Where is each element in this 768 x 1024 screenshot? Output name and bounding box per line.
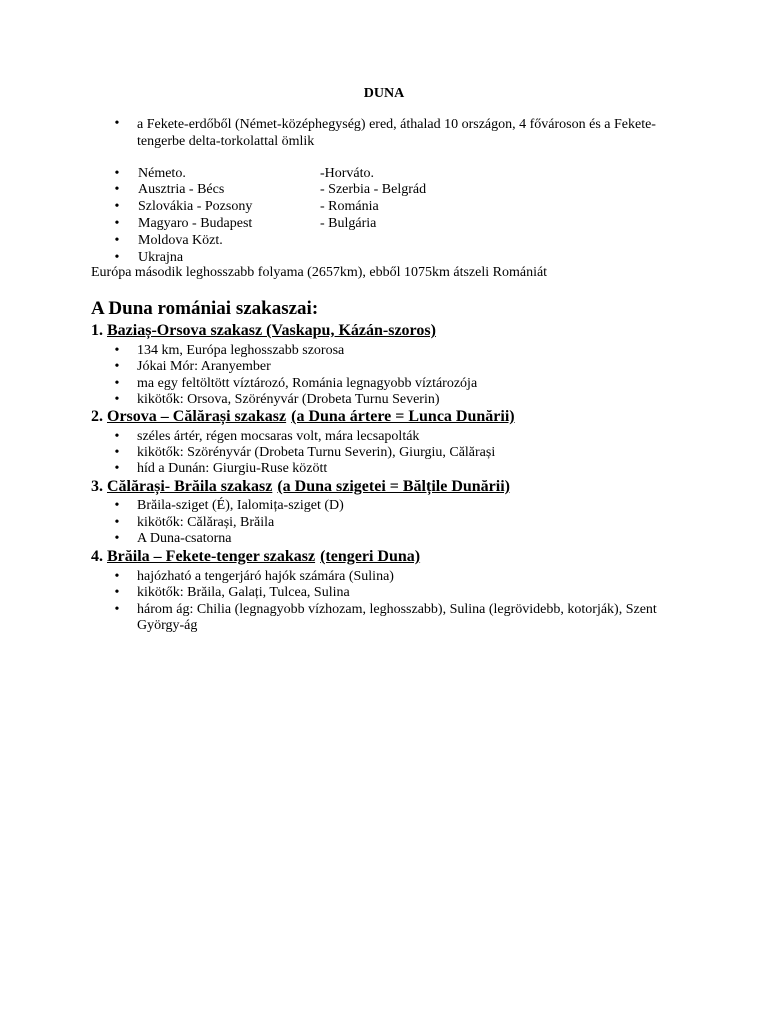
section-2-title: [91, 408, 515, 426]
bullet: •: [114, 498, 120, 513]
country-item: Ukrajna: [138, 250, 184, 265]
bullet: •: [114, 216, 120, 231]
page-title: DUNA: [363, 86, 405, 101]
bullet: •: [114, 166, 120, 181]
bullet: •: [114, 250, 120, 265]
bullet: •: [114, 376, 120, 391]
section-number: 4.: [91, 548, 103, 565]
section-subtitle: (a Duna szigetei = Bălțile Dunării): [277, 478, 510, 495]
list-item: híd a Dunán: Giurgiu-Ruse között: [137, 461, 328, 476]
intro-text: a Fekete-erdőből (Német-középhegység) ered, áthalad 10 országon, 4 fővároson és a Fekete-tengerbe delta-torkolattal ömlik: [137, 117, 656, 149]
bullet: •: [114, 343, 120, 358]
summary-text: Európa második leghosszabb folyama (2657km), ebből 1075km átszeli Romániát: [91, 265, 548, 280]
list-item: kikötők: Orsova, Szörényvár (Drobeta Turnu Severin): [137, 392, 440, 407]
country-item: - Szerbia - Belgrád: [320, 182, 427, 197]
bullet: •: [114, 199, 120, 214]
list-item: Brăila-sziget (É), Ialomița-sziget (D): [137, 498, 344, 513]
section-name: Baziaș-Orsova szakasz (Vaskapu, Kázán-szoros): [107, 322, 436, 339]
country-item: Ausztria - Bécs: [138, 182, 225, 197]
section-number: 3.: [91, 478, 103, 495]
country-item: - Románia: [320, 199, 379, 214]
section-name: Orsova – Călărași szakasz: [107, 408, 287, 425]
bullet: •: [114, 585, 120, 600]
list-item: ma egy feltöltött víztározó, Románia legnagyobb víztározója: [137, 376, 478, 391]
section-1-title: [91, 322, 436, 340]
list-item: kikötők: Călărași, Brăila: [137, 515, 275, 530]
bullet: •: [114, 116, 120, 131]
list-item: kikötők: Brăila, Galați, Tulcea, Sulina: [137, 585, 350, 600]
section-3-title: [91, 478, 510, 496]
section-name: Călărași- Brăila szakasz: [107, 478, 273, 495]
section-4-title: [91, 548, 420, 566]
list-item: A Duna-csatorna: [137, 531, 232, 546]
section-subtitle: (tengeri Duna): [320, 548, 421, 565]
section-number: 1.: [91, 322, 103, 339]
section-heading: A Duna romániai szakaszai:: [91, 298, 319, 319]
bullet: •: [114, 569, 120, 584]
bullet: •: [114, 461, 120, 476]
country-item: Magyaro - Budapest: [138, 216, 253, 231]
list-item: hajózható a tengerjáró hajók számára (Sulina): [137, 569, 394, 584]
bullet: •: [114, 359, 120, 374]
bullet: •: [114, 233, 120, 248]
country-item: Szlovákia - Pozsony: [138, 199, 253, 214]
list-item: 134 km, Európa leghosszabb szorosa: [137, 343, 345, 358]
bullet: •: [114, 392, 120, 407]
section-subtitle: (a Duna ártere = Lunca Dunării): [291, 408, 515, 425]
bullet: •: [114, 445, 120, 460]
list-item: három ág: Chilia (legnagyobb vízhozam, leghosszabb), Sulina (legrövidebb, kotorják), Szent György-ág: [137, 602, 657, 633]
list-item: kikötők: Szörényvár (Drobeta Turnu Severin), Giurgiu, Călărași: [137, 445, 496, 460]
bullet: •: [114, 531, 120, 546]
country-item: -Horváto.: [320, 166, 375, 181]
bullet: •: [114, 602, 120, 617]
country-item: - Bulgária: [320, 216, 377, 231]
bullet: •: [114, 429, 120, 444]
bullet: •: [114, 515, 120, 530]
section-name: Brăila – Fekete-tenger szakasz: [107, 548, 316, 565]
country-item: Moldova Közt.: [138, 233, 223, 248]
country-item: Németo.: [138, 166, 186, 181]
bullet: •: [114, 182, 120, 197]
section-number: 2.: [91, 408, 103, 425]
list-item: széles ártér, régen mocsaras volt, mára lecsapolták: [137, 429, 420, 444]
list-item: Jókai Mór: Aranyember: [137, 359, 271, 374]
